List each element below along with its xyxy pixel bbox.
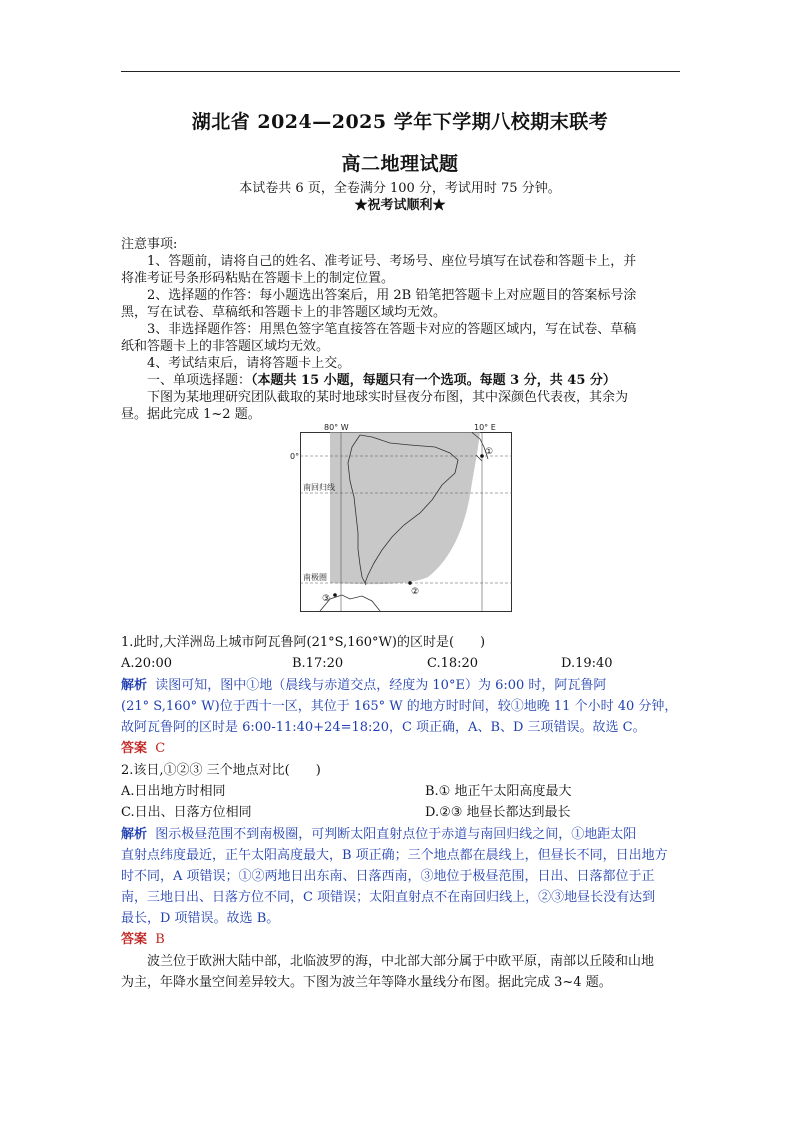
q1-answer-label: 答案	[121, 741, 148, 756]
tropic-label: 南回归线	[303, 483, 335, 492]
notice-item-2-line-2: 黑，写在试卷、草稿纸和答题卡上的非答题区域均无效。	[121, 305, 447, 320]
blessing: ★祝考试顺利★	[354, 198, 446, 213]
section-heading	[147, 372, 616, 389]
q1-answer-value: C	[155, 741, 166, 756]
q1-analysis-line-3: 故阿瓦鲁阿的区时是 6:00-11:40+24=18:20，C 项正确，A、B、D 三项错误。故选 C。	[121, 720, 646, 735]
exam-subtitle: 高二地理试题	[341, 153, 459, 175]
q1-analysis-text-1: 读图可知，图中①地（晨线与赤道交点，经度为 10°E）为 6:00 时，阿瓦鲁阿	[155, 678, 607, 693]
q1-analysis-line-1	[121, 677, 606, 694]
q1-option-d: D.19:40	[561, 656, 613, 671]
notice-heading: 注意事项:	[121, 237, 178, 252]
q2-analysis-line-5: 最长，D 项错误。故选 B。	[121, 911, 280, 926]
intro-1-line-2: 昼。据此完成 1~2 题。	[121, 407, 261, 422]
q2-option-b: B.① 地正午太阳高度最大	[425, 784, 572, 799]
intro-1-line-1: 下图为某地理研究团队截取的某时地球实时昼夜分布图，其中深颜色代表夜，其余为	[147, 390, 629, 405]
section-prefix: 一、单项选择题：	[147, 373, 252, 388]
point-1-marker	[480, 454, 484, 458]
header-rule	[121, 71, 680, 72]
q2-option-c: C.日出、日落方位相同	[121, 805, 252, 820]
q2-analysis-line-2: 直射点纬度最近，正午太阳高度最大，B 项正确；三个地点都在晨线上，但昼长不同，日出地方	[121, 848, 668, 863]
day-night-map	[290, 423, 512, 612]
point-2-label: ②	[411, 587, 420, 597]
q2-option-d: D.②③ 地昼长都达到最长	[425, 805, 571, 820]
lon-label-10e: 10° E	[474, 423, 496, 432]
q2-stem: 2.该日,①②③ 三个地点对比( )	[121, 763, 321, 778]
intro-3-line-1: 波兰位于欧洲大陆中部，北临波罗的海，中北部大部分属于中欧平原，南部以丘陵和山地	[147, 954, 655, 969]
intro-3-line-2: 为主，年降水量空间差异较大。下图为波兰年等降水量线分布图。据此完成 3~4 题。	[121, 975, 612, 990]
q2-analysis-line-1	[121, 826, 636, 843]
q1-answer	[121, 740, 165, 757]
notice-item-1-line-2: 将准考证号条形码粘贴在答题卡上的制定位置。	[121, 271, 395, 286]
notice-item-4: 4、考试结束后，请将答题卡上交。	[147, 356, 351, 371]
q1-analysis-label: 解析	[121, 678, 148, 693]
q2-analysis-label: 解析	[121, 827, 148, 842]
q2-answer-value: B	[155, 932, 165, 947]
notice-item-1-line-1: 1、答题前，请将自己的姓名、准考证号、考场号、座位号填写在试卷和答题卡上，并	[147, 254, 637, 269]
lon-label-80w: 80° W	[324, 423, 349, 432]
q2-option-a: A.日出地方时相同	[121, 784, 226, 799]
q1-option-a: A.20:00	[121, 656, 172, 671]
q2-analysis-text-1: 图示极昼范围不到南极圈，可判断太阳直射点位于赤道与南回归线之间，①地距太阳	[155, 827, 637, 842]
q2-analysis-line-3: 时不同，A 项错误；①②两地日出东南、日落西南，③地位于极昼范围，日出、日落都位于正	[121, 869, 655, 884]
point-3-marker	[333, 593, 337, 597]
q2-answer-label: 答案	[121, 932, 148, 947]
point-3-label: ③	[322, 594, 331, 604]
q2-answer	[121, 931, 165, 948]
notice-item-3-line-2: 纸和答题卡上的非答题区域均无效。	[121, 339, 330, 354]
q1-option-c: C.18:20	[427, 656, 479, 671]
q2-analysis-line-4: 南，三地日出、日落方位不同，C 项错误；太阳直射点不在南回归线上，②③地昼长没有达到	[121, 890, 656, 905]
notice-item-3-line-1: 3、非选择题作答：用黑色签字笔直接答在答题卡对应的答题区域内，写在试卷、草稿	[147, 322, 637, 337]
section-desc: （本题共 15 小题，每题只有一个选项。每题 3 分，共 45 分）	[251, 373, 616, 388]
q1-stem: 1.此时,大洋洲岛上城市阿瓦鲁阿(21°S,160°W)的区时是( )	[121, 635, 486, 650]
q1-option-b: B.17:20	[292, 656, 344, 671]
notice-item-2-line-1: 2、选择题的作答：每小题选出答案后，用 2B 铅笔把答题卡上对应题目的答案标号涂	[147, 288, 637, 303]
polar-label: 南极圈	[303, 573, 327, 582]
point-1-label: ①	[485, 447, 494, 457]
exam-title: 湖北省 2024—2025 学年下学期八校期末联考	[191, 111, 609, 133]
point-2-marker	[408, 581, 412, 585]
lat-label-equator: 0°	[290, 452, 300, 461]
q1-analysis-line-2: (21° S,160° W)位于西十一区，其位于 165° W 的地方时时间，较①地晚 11 个小时 40 分钟，	[121, 699, 678, 714]
exam-info: 本试卷共 6 页，全卷满分 100 分，考试用时 75 分钟。	[239, 181, 561, 196]
